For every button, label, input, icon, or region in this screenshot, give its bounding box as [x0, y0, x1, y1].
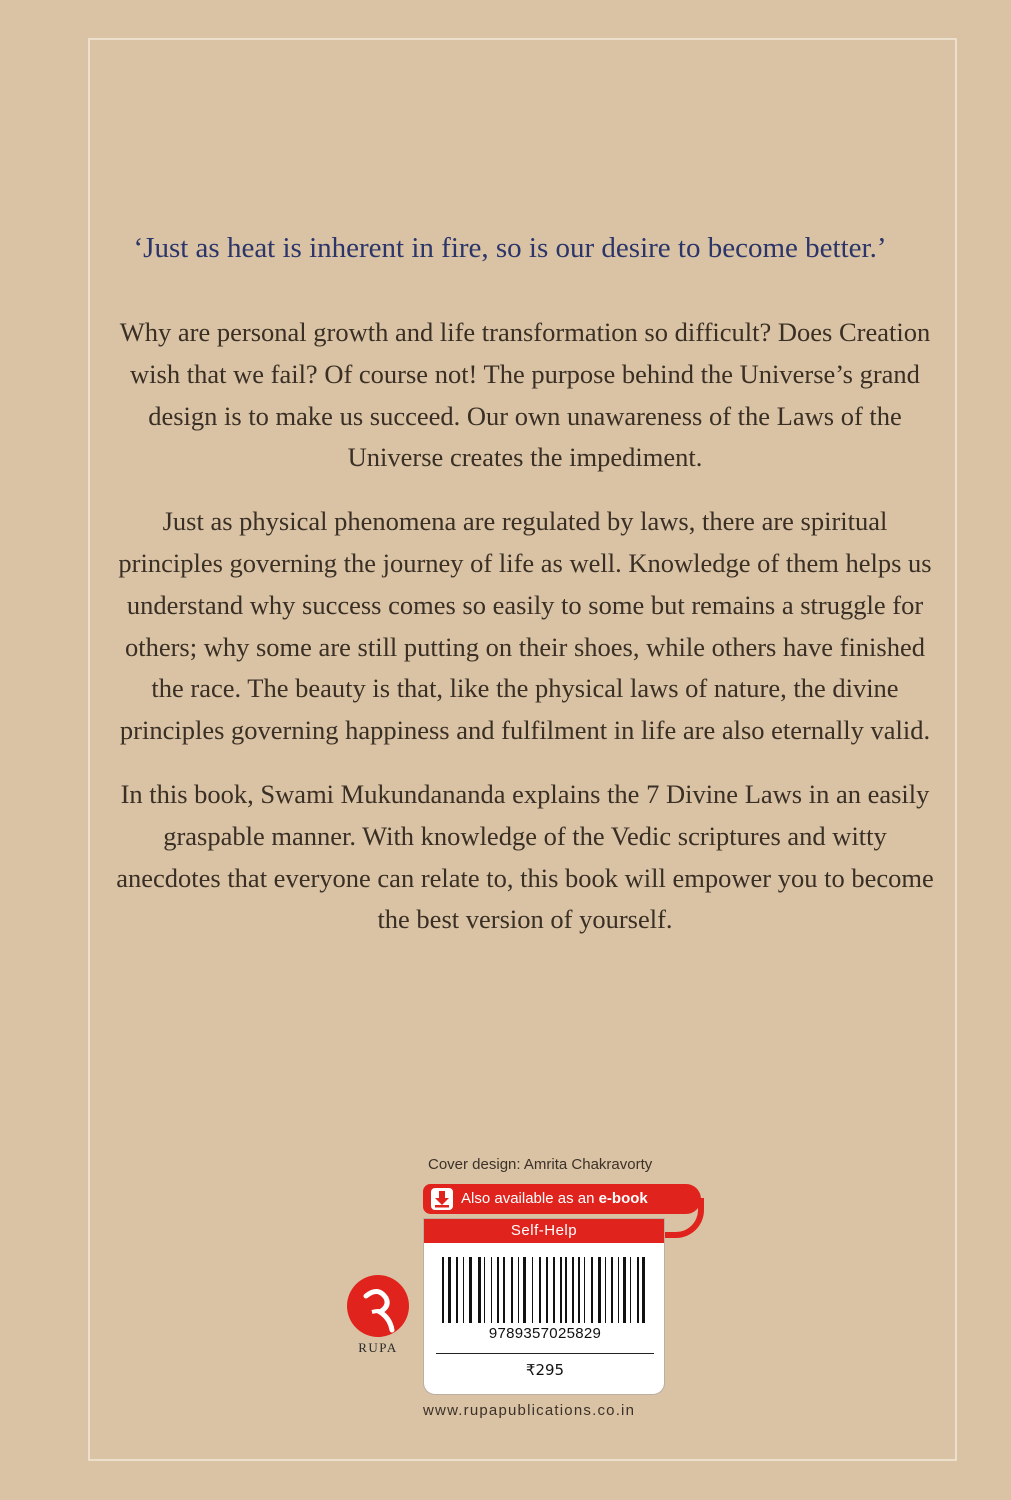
barcode-bar [491, 1257, 492, 1323]
barcode-bar [578, 1257, 580, 1323]
barcode-bar [618, 1257, 619, 1323]
barcode-bar [456, 1257, 458, 1323]
barcode-sticker [423, 1218, 665, 1395]
publisher-website: www.rupapublications.co.in [423, 1402, 636, 1419]
barcode-bar [572, 1257, 574, 1323]
barcode-bar [532, 1257, 533, 1323]
barcode-bar [478, 1257, 481, 1323]
ebook-text: Also available as an [461, 1190, 599, 1207]
barcode-bar [553, 1257, 555, 1323]
barcode-bar [560, 1257, 562, 1323]
barcode-bar [497, 1257, 499, 1323]
barcode-bar [518, 1257, 519, 1323]
price: ₹295 [525, 1361, 565, 1379]
barcode-bar [565, 1257, 567, 1323]
barcode-bar [539, 1257, 541, 1323]
barcode-bar [642, 1257, 645, 1323]
barcode-bar [511, 1257, 513, 1323]
blurb [110, 312, 940, 963]
barcode-bar [484, 1257, 485, 1323]
cover-design-credit: Cover design: Amrita Chakravorty [428, 1156, 653, 1173]
barcode-bar [503, 1257, 505, 1323]
ebook-bold-text: e-book [598, 1190, 648, 1207]
ebook-banner [423, 1184, 701, 1214]
barcode [440, 1257, 650, 1323]
barcode-bar [591, 1257, 593, 1323]
price-divider [436, 1353, 654, 1354]
barcode-bar [463, 1257, 464, 1323]
blurb-paragraph-3: In this book, Swami Mukundananda explains the 7 Divine Laws in an easily graspable manner. With knowledge of the Vedic scriptures and witty anecdotes that everyone can relate to, this book will empower you to become the best version of yourself. [116, 778, 934, 935]
pull-quote: ‘Just as heat is inherent in fire, so is our desire to become better.’ [133, 232, 887, 264]
barcode-bar [598, 1257, 601, 1323]
barcode-bar [448, 1257, 451, 1323]
genre-label: Self-Help [424, 1219, 664, 1243]
blurb-paragraph-2: Just as physical phenomena are regulated by laws, there are spiritual principles governing the journey of life as well. Knowledge of them helps us understand why success comes so easily to some but remains a struggle for others; why some are still putting on their shoes, while others have finished the race. The beauty is that, like the physical laws of nature, the divine principles governing happiness and fulfilment in life are also eternally valid. [118, 506, 932, 746]
download-icon [431, 1188, 453, 1210]
publisher-name: RUPA [358, 1340, 398, 1355]
barcode-bar [630, 1257, 631, 1323]
barcode-bar [623, 1257, 626, 1323]
barcode-bar [637, 1257, 639, 1323]
isbn-number: 9789357025829 [488, 1325, 602, 1342]
barcode-bar [611, 1257, 613, 1323]
barcode-bar [523, 1257, 526, 1323]
barcode-bar [584, 1257, 585, 1323]
rupa-logo [346, 1274, 410, 1338]
barcode-bar [605, 1257, 606, 1323]
blurb-paragraph-1: Why are personal growth and life transformation so difficult? Does Creation wish that we fail? Of course not! The purpose behind the Universe’s grand design is to make us succeed. Our own unawareness of the Laws of the Universe creates the impediment. [119, 317, 931, 473]
barcode-bar [469, 1257, 472, 1323]
barcode-bar [546, 1257, 548, 1323]
barcode-bar [442, 1257, 444, 1323]
